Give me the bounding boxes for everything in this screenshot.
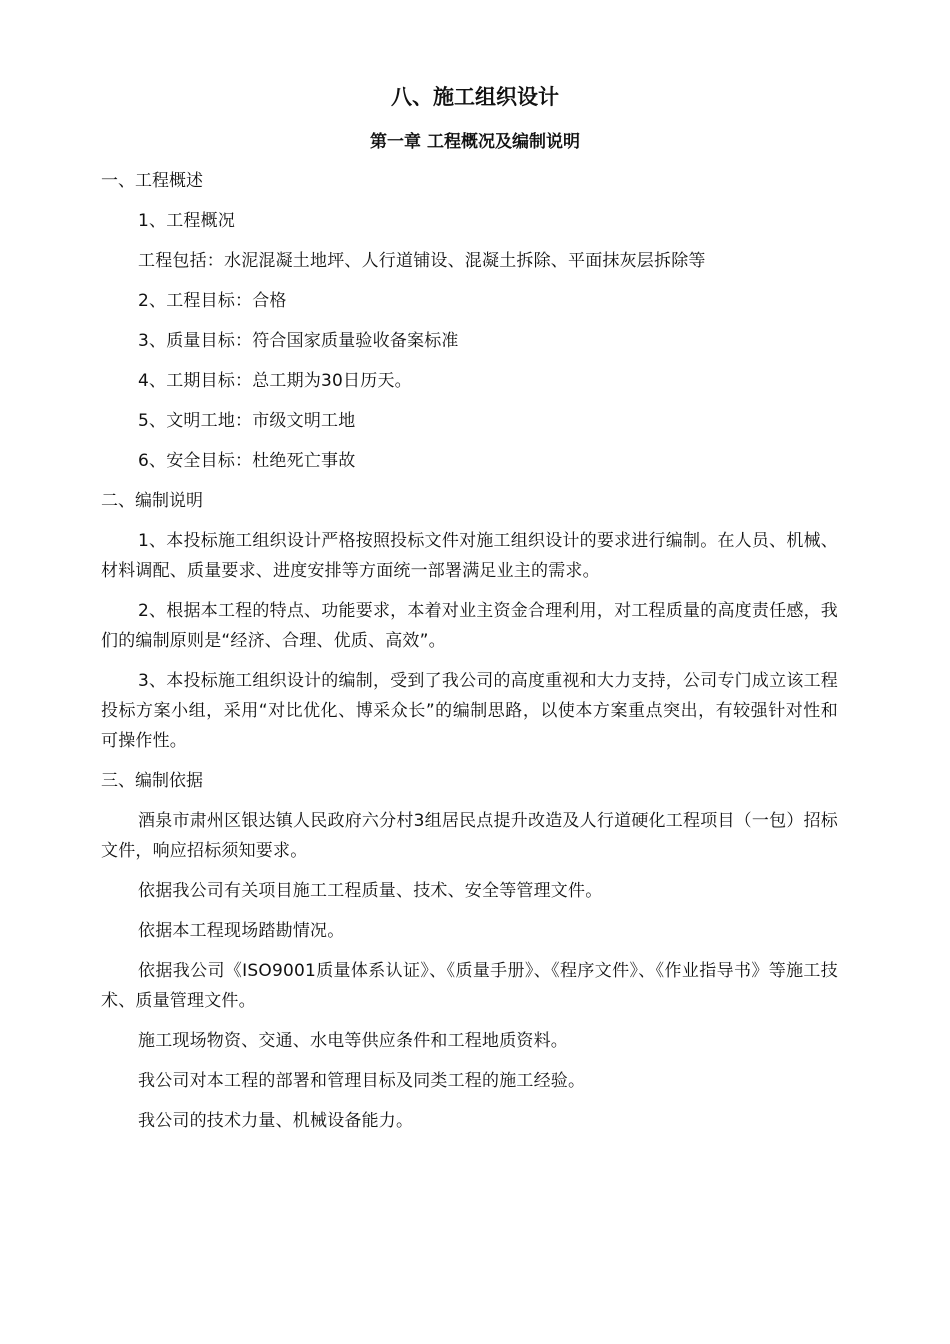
chapter-title: 第一章 工程概况及编制说明 <box>370 132 580 152</box>
paragraph: 我公司的技术力量、机械设备能力。 <box>138 1111 414 1131</box>
list-item: 3、质量目标：符合国家质量验收备案标准 <box>138 331 459 351</box>
paragraph: 依据本工程现场踏勘情况。 <box>138 921 345 941</box>
list-item: 工程包括：水泥混凝土地坪、人行道铺设、混凝土拆除、平面抹灰层拆除等 <box>138 251 706 271</box>
paragraph: 3、本投标施工组织设计的编制，受到了我公司的高度重视和大力支持，公司专门成立该工程投标方案小组，采用“对比优化、博采众长”的编制思路，以使本方案重点突出，有较强针对性和可操作性。 <box>101 671 838 751</box>
document-body <box>101 166 838 1146</box>
paragraph: 酒泉市肃州区银达镇人民政府六分村3组居民点提升改造及人行道硬化工程项目（一包）招标文件，响应招标须知要求。 <box>101 811 838 861</box>
section-heading-explanation: 二、编制说明 <box>101 491 203 511</box>
section-heading-overview: 一、工程概述 <box>101 171 203 191</box>
paragraph: 施工现场物资、交通、水电等供应条件和工程地质资料。 <box>138 1031 568 1051</box>
paragraph: 我公司对本工程的部署和管理目标及同类工程的施工经验。 <box>138 1071 586 1091</box>
list-item: 5、文明工地：市级文明工地 <box>138 411 356 431</box>
section-heading-basis: 三、编制依据 <box>101 771 203 791</box>
list-item: 4、工期目标：总工期为30日历天。 <box>138 371 412 391</box>
paragraph: 依据我公司《ISO9001质量体系认证》、《质量手册》、《程序文件》、《作业指导书》等施工技术、质量管理文件。 <box>101 961 838 1011</box>
list-item: 1、工程概况 <box>138 211 236 231</box>
paragraph: 2、根据本工程的特点、功能要求，本着对业主资金合理利用，对工程质量的高度责任感，我们的编制原则是“经济、合理、优质、高效”。 <box>101 601 838 651</box>
paragraph: 依据我公司有关项目施工工程质量、技术、安全等管理文件。 <box>138 881 603 901</box>
document-title: 八、施工组织设计 <box>391 85 559 109</box>
list-item: 2、工程目标：合格 <box>138 291 287 311</box>
list-item: 6、安全目标：杜绝死亡事故 <box>138 451 356 471</box>
paragraph: 1、本投标施工组织设计严格按照投标文件对施工组织设计的要求进行编制。在人员、机械、材料调配、质量要求、进度安排等方面统一部署满足业主的需求。 <box>101 531 838 581</box>
